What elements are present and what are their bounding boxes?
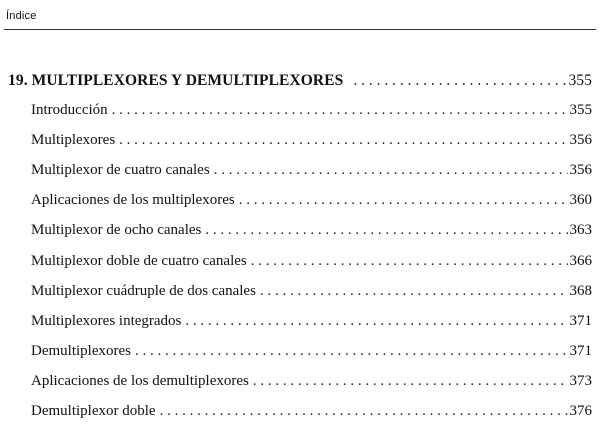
toc-entry-title: Introducción <box>31 102 108 118</box>
toc-entry-page: 355 <box>569 102 592 118</box>
dot-leader <box>260 283 568 300</box>
toc-entry-page: 360 <box>569 192 592 208</box>
dot-leader <box>135 343 568 360</box>
dot-leader <box>160 403 568 420</box>
toc-entry-title: Demultiplexores <box>31 343 131 359</box>
chapter-page-number: 355 <box>568 72 592 89</box>
toc-entry-page: 363 <box>569 222 592 238</box>
toc-entry-page: 371 <box>569 313 592 329</box>
toc-entry-title: Aplicaciones de los multiplexores <box>31 192 235 208</box>
dot-leader <box>214 162 568 179</box>
toc-entry-title: Multiplexor de ocho canales <box>31 222 202 238</box>
toc-entry <box>31 373 592 395</box>
dot-leader <box>239 192 568 209</box>
toc-entry <box>31 162 592 184</box>
toc-entry-page: 373 <box>569 373 592 389</box>
toc-entry-title: Multiplexor cuádruple de dos canales <box>31 283 256 299</box>
toc-entry <box>31 313 592 335</box>
running-header: Índice <box>6 10 37 22</box>
toc-entry-page: 366 <box>569 253 592 269</box>
toc-entry <box>31 283 592 305</box>
toc-entry-page: 356 <box>569 162 592 178</box>
dot-leader <box>353 72 566 90</box>
dot-leader <box>119 132 567 149</box>
toc-entry <box>31 343 592 365</box>
toc-entry-page: 368 <box>569 283 592 299</box>
dot-leader <box>251 253 568 270</box>
dot-leader <box>112 102 568 119</box>
toc-entry-title: Multiplexores integrados <box>31 313 182 329</box>
dot-leader <box>205 222 567 239</box>
toc-entry-title: Multiplexores <box>31 132 116 148</box>
dot-leader <box>185 313 567 330</box>
chapter-title: 19. MULTIPLEXORES Y DEMULTIPLEXORES <box>8 72 344 89</box>
toc-entry <box>31 222 592 244</box>
toc-entry-title: Aplicaciones de los demultiplexores <box>31 373 249 389</box>
dot-leader <box>253 373 568 390</box>
toc-entry <box>31 192 592 214</box>
toc-entry-title: Demultiplexor doble <box>31 403 156 419</box>
toc-entry-title: Multiplexor de cuatro canales <box>31 162 210 178</box>
toc-entry-page: 371 <box>569 343 592 359</box>
toc-entry-page: 356 <box>569 132 592 148</box>
toc-entry-page: 376 <box>569 403 592 419</box>
toc-entry <box>31 102 592 124</box>
header-rule <box>4 29 596 30</box>
toc-entry-title: Multiplexor doble de cuatro canales <box>31 253 247 269</box>
toc-entry <box>31 132 592 154</box>
chapter-heading-row <box>8 72 592 94</box>
toc-entry <box>31 403 592 425</box>
toc-entry <box>31 253 592 275</box>
